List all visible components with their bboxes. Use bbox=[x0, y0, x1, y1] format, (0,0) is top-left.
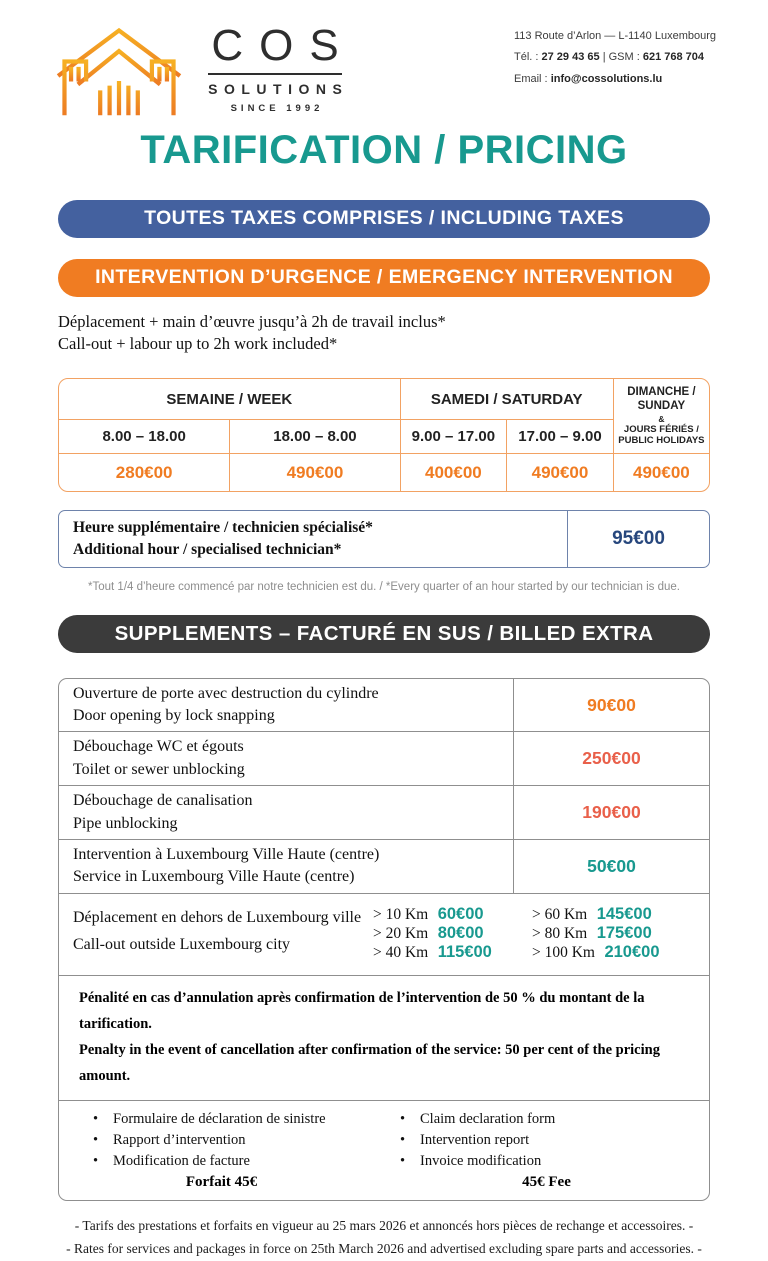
service-label bbox=[59, 840, 513, 893]
bullet-item: • Claim declaration form bbox=[396, 1109, 709, 1130]
distance-label: > 80 Km bbox=[532, 924, 588, 942]
table-row bbox=[59, 785, 709, 839]
bullet-list bbox=[384, 1109, 709, 1172]
cancellation-penalty-row bbox=[59, 975, 709, 1100]
service-label bbox=[59, 732, 513, 785]
header bbox=[0, 0, 768, 116]
footer-notes bbox=[28, 1215, 740, 1261]
phone-number: 27 29 43 65 bbox=[541, 51, 600, 64]
distance-item bbox=[532, 943, 691, 962]
service-label-fr: Ouverture de porte avec destruction du cylindre bbox=[73, 684, 379, 702]
distance-item bbox=[532, 905, 691, 924]
service-label-fr: Débouchage de canalisation bbox=[73, 792, 253, 810]
distance-price: 175€00 bbox=[596, 923, 652, 942]
callout-label-fr: Déplacement en dehors de Luxembourg ville bbox=[73, 908, 362, 926]
contact-phone-line bbox=[514, 47, 716, 68]
sunday-header-main: DIMANCHE / SUNDAY bbox=[627, 386, 696, 412]
service-label-en: Pipe unblocking bbox=[73, 814, 178, 832]
price-cell: 280€00 bbox=[59, 453, 229, 491]
time-slot: 8.00 – 18.00 bbox=[59, 419, 229, 453]
contact-info bbox=[514, 22, 716, 90]
service-label-fr: Intervention à Luxembourg Ville Haute (centre) bbox=[73, 846, 380, 864]
supplements-table bbox=[58, 678, 710, 1202]
bullet-item: • Formulaire de déclaration de sinistre bbox=[89, 1109, 384, 1130]
footer-note-en: - Rates for services and packages in force on 25th March 2026 and advertised excluding spare parts and accessories. - bbox=[66, 1241, 702, 1257]
service-label bbox=[59, 679, 513, 732]
contact-address: 113 Route d’Arlon — L-1140 Luxembourg bbox=[514, 30, 716, 42]
bullet-item: • Invoice modification bbox=[396, 1151, 709, 1172]
table-row bbox=[59, 679, 709, 732]
price-cell: 490€00 bbox=[613, 453, 709, 491]
distance-item bbox=[373, 924, 532, 943]
service-label-en: Toilet or sewer unblocking bbox=[73, 760, 245, 778]
logo-brand-sub: SOLUTIONS bbox=[208, 81, 349, 97]
distance-price: 115€00 bbox=[437, 942, 492, 961]
page-title: TARIFICATION / PRICING bbox=[140, 128, 628, 172]
bullet-item: • Modification de facture bbox=[89, 1151, 384, 1172]
service-label-fr: Débouchage WC et égouts bbox=[73, 738, 244, 756]
service-label-en: Door opening by lock snapping bbox=[73, 707, 275, 725]
emergency-banner: INTERVENTION D’URGENCE / EMERGENCY INTERVENTION bbox=[58, 259, 710, 297]
callout-label bbox=[73, 904, 373, 963]
distance-item bbox=[532, 924, 691, 943]
service-price: 250€00 bbox=[513, 732, 709, 785]
logo-divider bbox=[208, 73, 342, 75]
logo bbox=[46, 21, 355, 116]
supplements-banner: SUPPLEMENTS – FACTURÉ EN SUS / BILLED EXTRA bbox=[58, 615, 710, 653]
phone-label: Tél. : bbox=[514, 51, 539, 64]
emergency-price-table bbox=[58, 378, 710, 492]
callout-label-en: Call-out outside Luxembourg city bbox=[73, 935, 291, 953]
logo-wordmark bbox=[208, 21, 355, 114]
distance-label: > 10 Km bbox=[373, 905, 429, 923]
distance-label: > 20 Km bbox=[373, 924, 429, 942]
taxes-banner: TOUTES TAXES COMPRISES / INCLUDING TAXES bbox=[58, 200, 710, 238]
fee-label-fr: Forfait 45€ bbox=[185, 1174, 258, 1191]
emergency-intro bbox=[58, 311, 710, 356]
distance-label: > 100 Km bbox=[532, 943, 595, 961]
email-label: Email : bbox=[514, 72, 548, 85]
intro-line-en: Call-out + labour up to 2h work included* bbox=[58, 334, 338, 354]
additional-hour-price: 95€00 bbox=[567, 511, 709, 566]
intro-line-fr: Déplacement + main d’œuvre jusqu’à 2h de travail inclus* bbox=[58, 311, 446, 331]
table-row bbox=[59, 731, 709, 785]
bullet-item: • Rapport d’intervention bbox=[89, 1130, 384, 1151]
distance-label: > 60 Km bbox=[532, 905, 588, 923]
col-header-sunday bbox=[613, 379, 709, 453]
contact-separator: | bbox=[602, 51, 606, 64]
bullet-item: • Intervention report bbox=[396, 1130, 709, 1151]
logo-house-icon bbox=[46, 22, 192, 116]
time-slot: 18.00 – 8.00 bbox=[229, 419, 399, 453]
bullet-list bbox=[59, 1109, 384, 1172]
distance-price: 145€00 bbox=[596, 904, 652, 923]
service-label-en: Service in Luxembourg Ville Haute (centre) bbox=[73, 868, 355, 886]
distance-column-1 bbox=[373, 904, 532, 963]
price-cell: 490€00 bbox=[229, 453, 399, 491]
distance-column-2 bbox=[532, 904, 691, 963]
time-slot: 17.00 – 9.00 bbox=[506, 419, 613, 453]
logo-brand-name: COS bbox=[211, 21, 355, 70]
footer-note-fr: - Tarifs des prestations et forfaits en vigueur au 25 mars 2026 et annoncés hors pièces de rechange et accessoires. - bbox=[74, 1218, 694, 1234]
table-row bbox=[59, 839, 709, 893]
distance-price: 80€00 bbox=[437, 923, 484, 942]
service-price: 190€00 bbox=[513, 786, 709, 839]
additional-hour-en: Additional hour / specialised technician* bbox=[73, 541, 342, 559]
sunday-header-sub: JOURS FÉRIÉS / PUBLIC HOLIDAYS bbox=[618, 423, 705, 447]
col-header-saturday: SAMEDI / SATURDAY bbox=[400, 379, 613, 419]
admin-documents-row bbox=[59, 1100, 709, 1200]
service-label bbox=[59, 786, 513, 839]
price-cell: 400€00 bbox=[400, 453, 507, 491]
service-price: 50€00 bbox=[513, 840, 709, 893]
distance-price: 60€00 bbox=[437, 904, 484, 923]
distance-item bbox=[373, 943, 532, 962]
distance-item bbox=[373, 905, 532, 924]
col-header-week: SEMAINE / WEEK bbox=[166, 390, 293, 408]
bullet-list-en bbox=[384, 1109, 709, 1191]
additional-hour-box bbox=[58, 510, 710, 567]
price-cell: 490€00 bbox=[506, 453, 613, 491]
time-slot: 9.00 – 17.00 bbox=[400, 419, 507, 453]
distance-price: 210€00 bbox=[604, 942, 660, 961]
logo-since: SINCE 1992 bbox=[230, 103, 324, 114]
contact-email-line bbox=[514, 69, 716, 90]
quarter-hour-footnote: *Tout 1/4 d’heure commencé par notre technicien est du. / *Every quarter of an hour started by our technician is due. bbox=[88, 580, 680, 593]
email-link[interactable]: info@cossolutions.lu bbox=[550, 72, 663, 85]
callout-distance-row bbox=[59, 893, 709, 975]
additional-hour-fr: Heure supplémentaire / technicien spécialisé* bbox=[73, 519, 373, 537]
penalty-text-fr: Pénalité en cas d’annulation après confirmation de l’intervention de 50 % du montant de la tarification. bbox=[79, 989, 645, 1032]
fee-label-en: 45€ Fee bbox=[522, 1174, 571, 1191]
gsm-label: GSM : bbox=[608, 51, 640, 64]
sunday-header-amp: & bbox=[658, 413, 665, 424]
service-price: 90€00 bbox=[513, 679, 709, 732]
bullet-list-fr bbox=[59, 1109, 384, 1191]
distance-label: > 40 Km bbox=[373, 943, 429, 961]
penalty-text-en: Penalty in the event of cancellation after confirmation of the service: 50 per cent of the pricing amount. bbox=[79, 1042, 660, 1085]
gsm-number: 621 768 704 bbox=[642, 51, 705, 64]
additional-hour-label bbox=[59, 511, 567, 566]
